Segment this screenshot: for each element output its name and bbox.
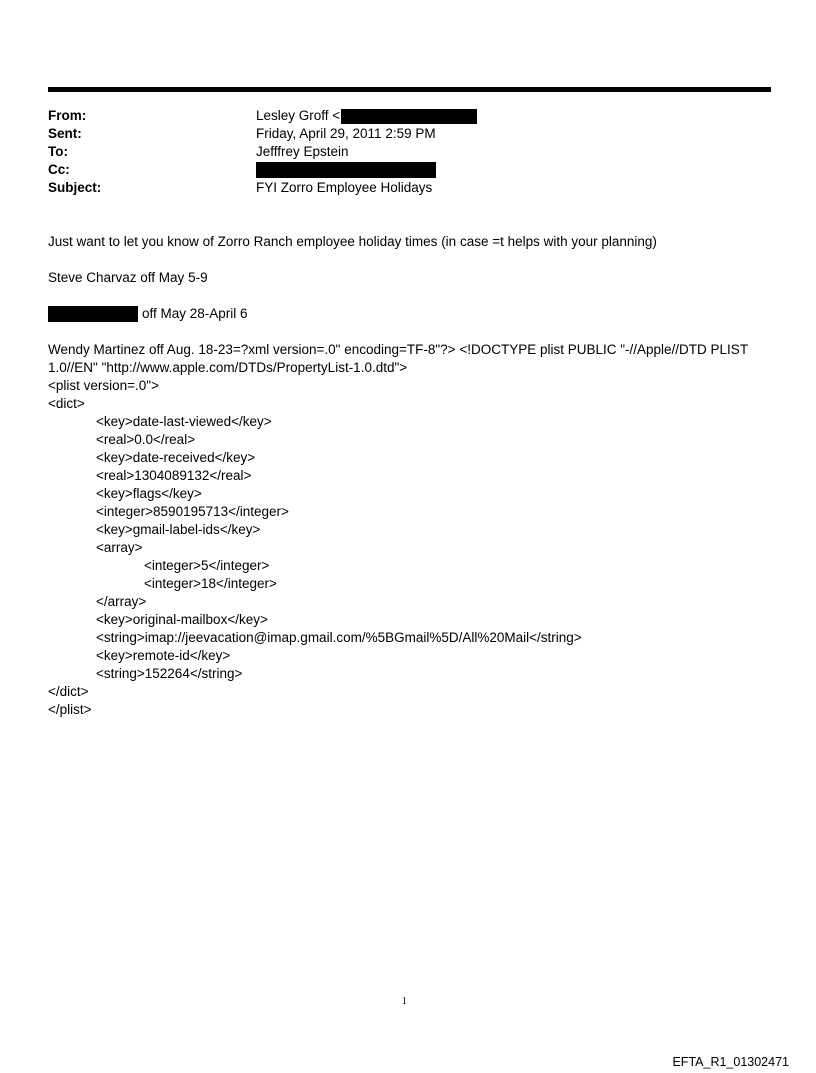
header-row-from bbox=[48, 107, 748, 125]
to-value: Jefffrey Epstein bbox=[256, 144, 349, 159]
xml-line: <key>flags</key> bbox=[96, 486, 202, 501]
xml-line: <array> bbox=[96, 540, 143, 555]
page-number: 1 bbox=[402, 996, 407, 1007]
bates-number: EFTA_R1_01302471 bbox=[672, 1055, 789, 1069]
header-divider-rule bbox=[48, 87, 771, 92]
holiday-line-steve: Steve Charvaz off May 5-9 bbox=[48, 270, 208, 285]
xml-line: <key>date-last-viewed</key> bbox=[96, 414, 272, 429]
sent-label: Sent: bbox=[48, 126, 82, 141]
subject-label: Subject: bbox=[48, 180, 102, 195]
from-label: From: bbox=[48, 108, 87, 123]
xml-line: <integer>18</integer> bbox=[144, 576, 277, 591]
from-value bbox=[256, 107, 477, 125]
redaction-block bbox=[48, 306, 138, 322]
sent-value: Friday, April 29, 2011 2:59 PM bbox=[256, 126, 436, 141]
xml-line: <key>gmail-label-ids</key> bbox=[96, 522, 261, 537]
xml-line: <integer>8590195713</integer> bbox=[96, 504, 289, 519]
xml-line: <dict> bbox=[48, 396, 85, 411]
header-row-cc bbox=[48, 161, 748, 179]
xml-line: <string>imap://jeevacation@imap.gmail.com/%5BGmail%5D/All%20Mail</string> bbox=[96, 630, 582, 645]
redacted-holiday-text: off May 28-April 6 bbox=[142, 306, 248, 321]
xml-line: <key>original-mailbox</key> bbox=[96, 612, 268, 627]
header-row-sent bbox=[48, 125, 748, 143]
subject-value: FYI Zorro Employee Holidays bbox=[256, 180, 433, 195]
header-row-to bbox=[48, 143, 748, 161]
xml-line: <plist version=.0"> bbox=[48, 378, 159, 393]
cc-value bbox=[256, 161, 436, 179]
redaction-block bbox=[256, 162, 436, 178]
xml-line: </plist> bbox=[48, 702, 92, 717]
xml-line: </dict> bbox=[48, 684, 89, 699]
holiday-line-redacted bbox=[48, 305, 768, 323]
holiday-line-wendy-continued: 1.0//EN" "http://www.apple.com/DTDs/PropertyList-1.0.dtd"> bbox=[48, 360, 408, 375]
xml-line: </array> bbox=[96, 594, 147, 609]
xml-line: <string>152264</string> bbox=[96, 666, 243, 681]
xml-line: <integer>5</integer> bbox=[144, 558, 270, 573]
intro-paragraph: Just want to let you know of Zorro Ranch employee holiday times (in case =t helps with your planning) bbox=[48, 234, 657, 249]
holiday-line-wendy: Wendy Martinez off Aug. 18-23=?xml version=.0" encoding=TF-8"?> <!DOCTYPE plist PUBLIC "-//Apple//DTD PLIST bbox=[48, 342, 749, 357]
xml-line: <real>0.0</real> bbox=[96, 432, 196, 447]
xml-line: <key>date-received</key> bbox=[96, 450, 256, 465]
xml-line: <real>1304089132</real> bbox=[96, 468, 252, 483]
header-row-subject bbox=[48, 179, 748, 197]
cc-label: Cc: bbox=[48, 162, 70, 177]
redaction-block bbox=[341, 109, 477, 124]
to-label: To: bbox=[48, 144, 68, 159]
from-text: Lesley Groff < bbox=[256, 108, 341, 123]
xml-line: <key>remote-id</key> bbox=[96, 648, 231, 663]
